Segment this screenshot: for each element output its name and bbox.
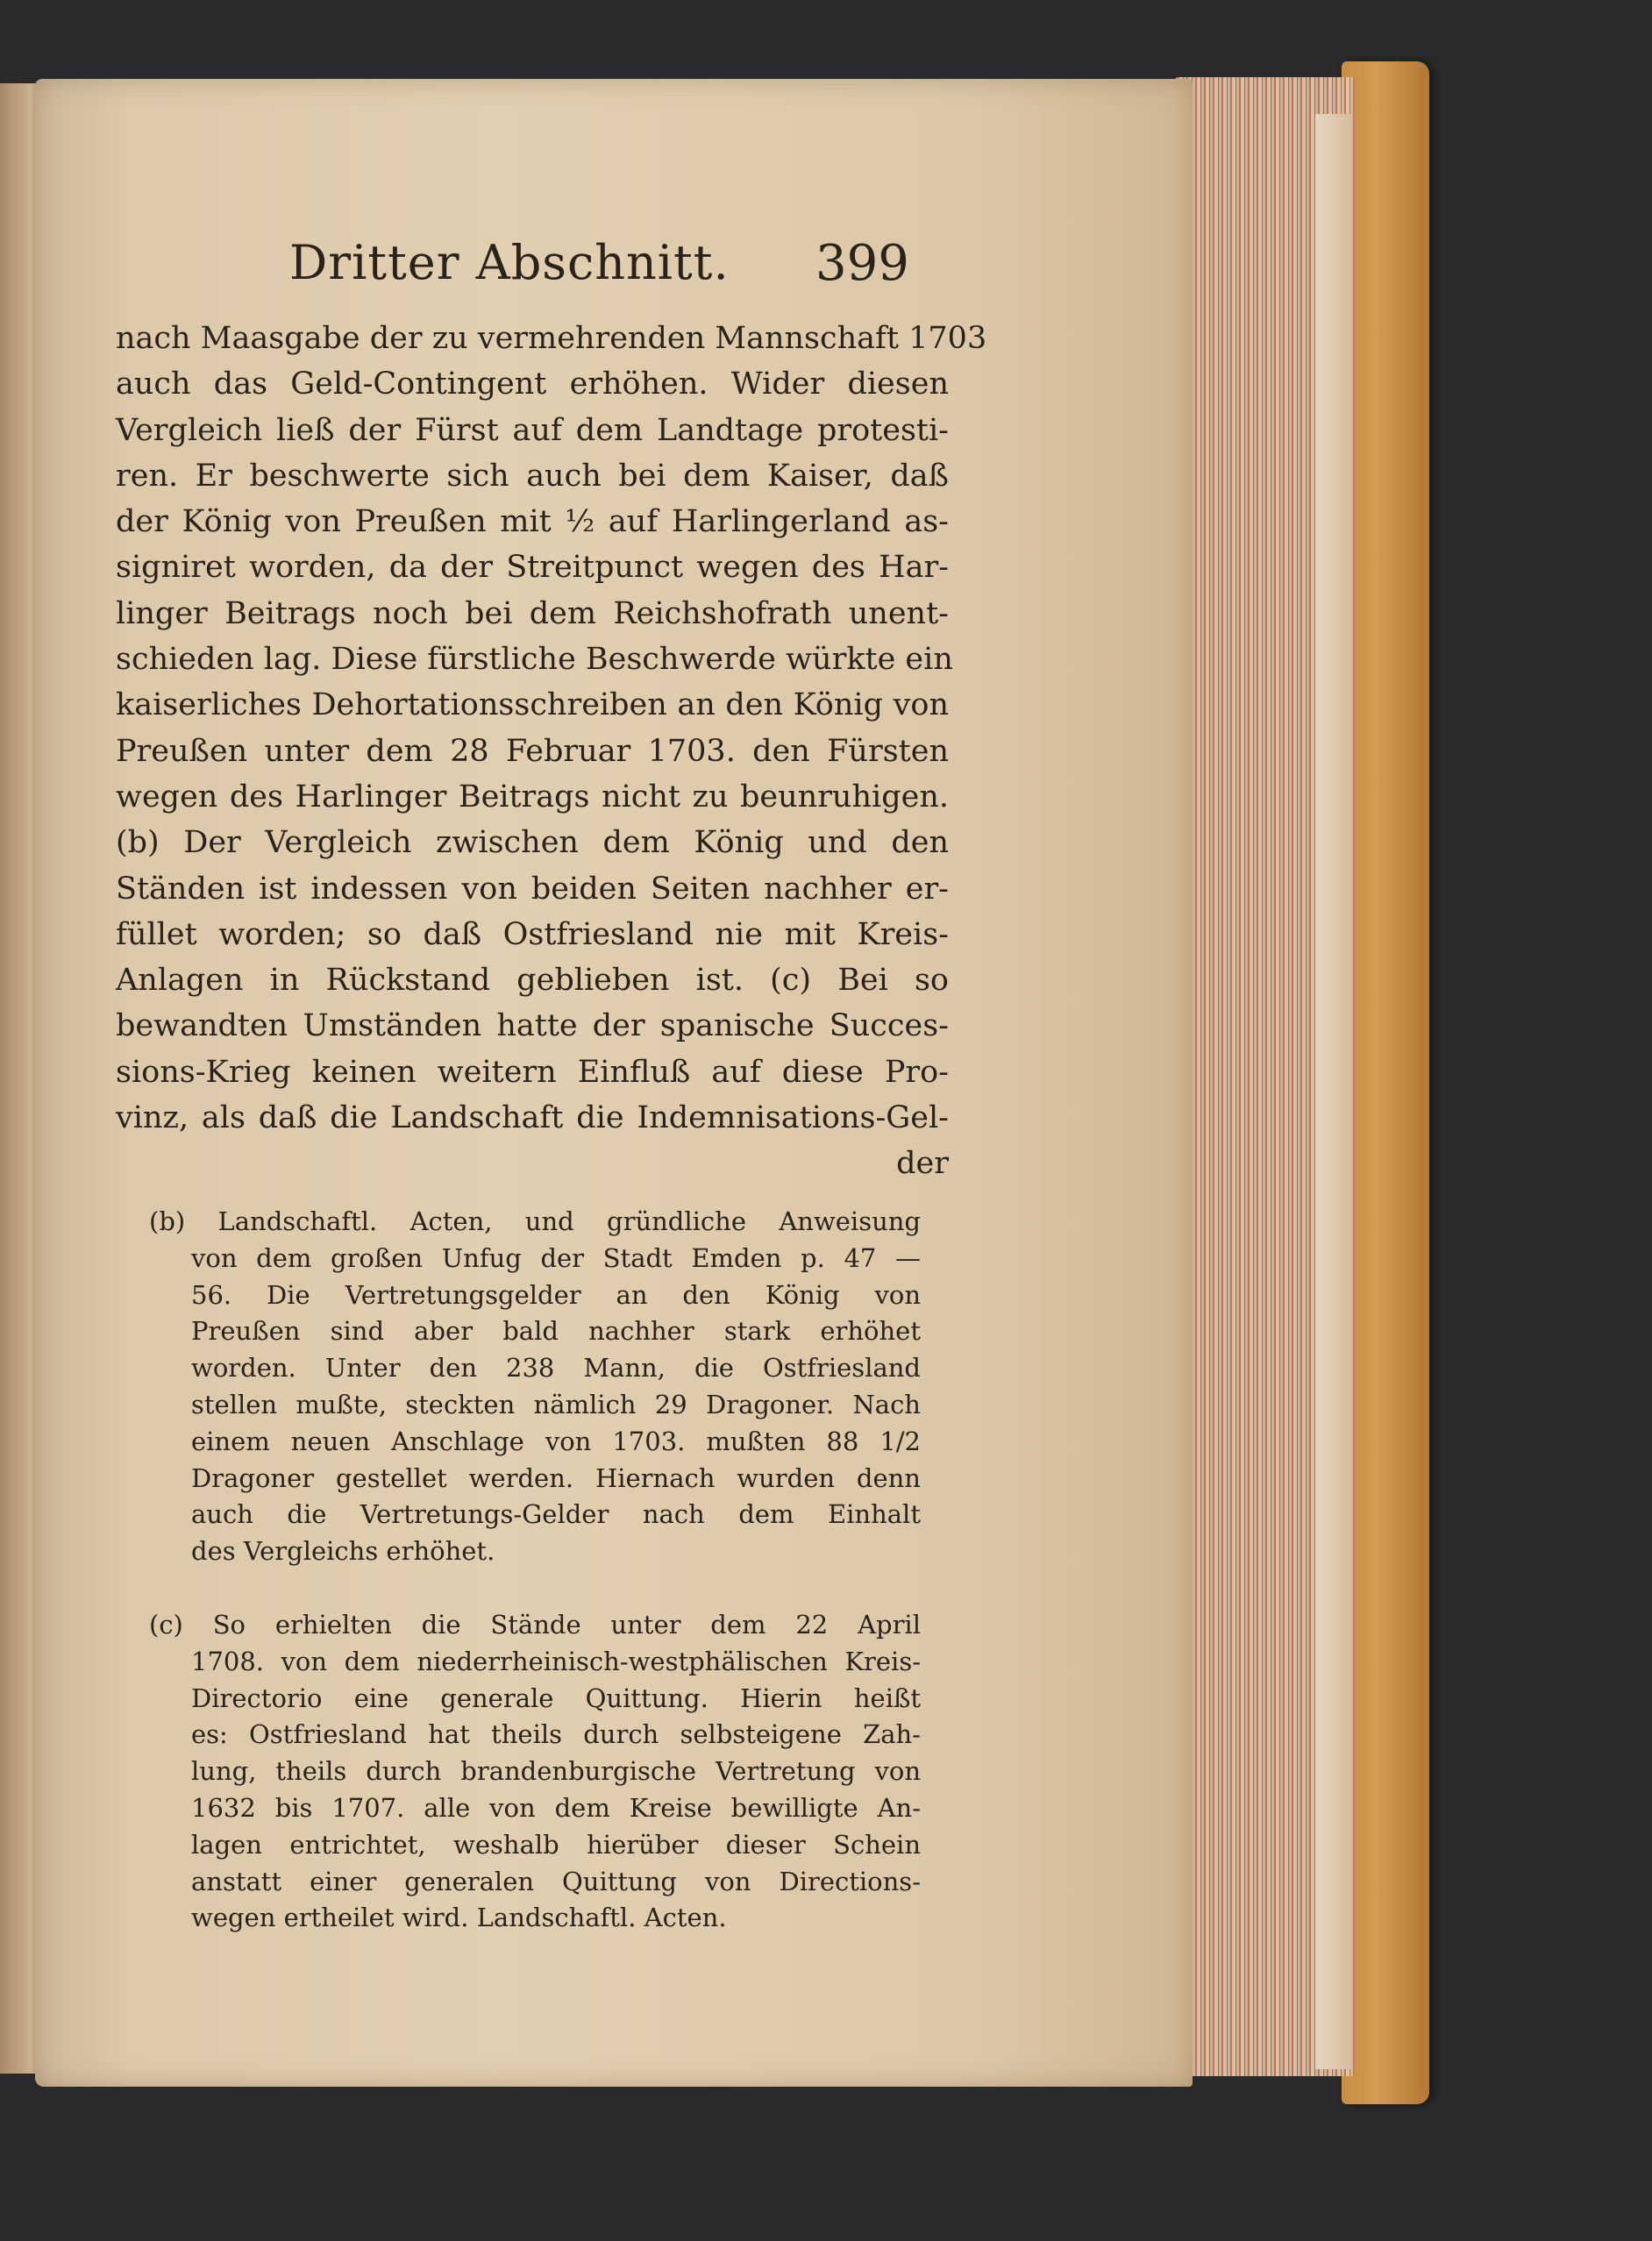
footnote-line: 56. Die Vertretungsgelder an den König von <box>191 1279 921 1310</box>
text-line: linger Beitrags noch bei dem Reichshofrath unent- <box>116 595 949 631</box>
footnote-line: es: Ostfriesland hat theils durch selbsteigene Zah- <box>191 1719 921 1750</box>
text-line: nach Maasgabe der zu vermehrenden Mannschaft 1703 <box>116 321 987 356</box>
text-line: bewandten Umständen hatte der spanische Succes- <box>116 1008 949 1044</box>
text-line: auch das Geld-Contingent erhöhen. Wider diesen <box>116 366 949 402</box>
text-line: der König von Preußen mit ½ auf Harlingerland as- <box>116 504 949 540</box>
page-block-highlight <box>1315 114 1350 2069</box>
footnote-line: auch die Vertretungs-Gelder nach dem Einhalt <box>191 1499 921 1530</box>
footnote-line: Dragoner gestellet werden. Hiernach wurden denn <box>191 1462 921 1493</box>
footnote-line: 1708. von dem niederrheinisch-westphälischen Kreis- <box>191 1646 921 1676</box>
footnote-line: worden. Unter den 238 Mann, die Ostfriesland <box>191 1353 921 1384</box>
text-line: Anlagen in Rückstand geblieben ist. (c) Bei so <box>116 963 949 999</box>
footnote-line: 1632 bis 1707. alle von dem Kreise bewilligte An- <box>191 1792 921 1823</box>
footnote-line: Preußen sind aber bald nachher stark erhöhet <box>191 1316 921 1347</box>
text-line: (b) Der Vergleich zwischen dem König und den <box>116 825 949 861</box>
footnote-line: lagen entrichtet, weshalb hierüber dieser Schein <box>191 1829 921 1860</box>
text-line: Preußen unter dem 28 Februar 1703. den Fürsten <box>116 733 949 769</box>
catchword: der <box>896 1146 949 1182</box>
footnote-line: (b) Landschaftl. Acten, und gründliche Anweisung <box>149 1206 921 1236</box>
footnote-line: anstatt einer generalen Quittung von Directions- <box>191 1866 921 1896</box>
footnote-b <box>149 1203 921 1569</box>
footnote-line: von dem großen Unfug der Stadt Emden p. 47 — <box>191 1242 921 1273</box>
text-line: Ständen ist indessen von beiden Seiten nachher er- <box>116 871 949 907</box>
text-line: kaiserliches Dehortationsschreiben an den König von <box>116 687 949 723</box>
text-line: signiret worden, da der Streitpunct wegen des Har- <box>116 550 949 586</box>
footnote-line: lung, theils durch brandenburgische Vertretung von <box>191 1756 921 1787</box>
footnote-line: einem neuen Anschlage von 1703. mußten 88 1/2 <box>191 1426 921 1456</box>
book-cover <box>1342 61 1429 2104</box>
running-head-title: Dritter Abschnitt. <box>289 235 730 290</box>
footnote-c <box>149 1606 921 1936</box>
text-line: wegen des Harlinger Beitrags nicht zu beunruhigen. <box>116 779 949 815</box>
text-line: sions-Krieg keinen weitern Einfluß auf diese Pro- <box>116 1054 949 1090</box>
footnote-line: des Vergleichs erhöhet. <box>191 1536 495 1567</box>
text-line: schieden lag. Diese fürstliche Beschwerde würkte ein <box>116 642 953 678</box>
footnote-line: stellen mußte, steckten nämlich 29 Dragoner. Nach <box>191 1389 921 1419</box>
text-line: Vergleich ließ der Fürst auf dem Landtage protesti- <box>116 412 949 448</box>
footnote-line: (c) So erhielten die Stände unter dem 22 April <box>149 1610 921 1640</box>
footnote-line: Directorio eine generale Quittung. Hierin heißt <box>191 1683 921 1713</box>
main-text <box>116 316 987 1187</box>
text-line: ren. Er beschwerte sich auch bei dem Kaiser, daß <box>116 458 949 494</box>
text-line: füllet worden; so daß Ostfriesland nie mit Kreis- <box>116 916 949 952</box>
footnote-line: wegen ertheilet wird. Landschaftl. Acten. <box>191 1903 727 1933</box>
page-number: 399 <box>815 235 909 292</box>
text-line: vinz, als daß die Landschaft die Indemnisations-Gel- <box>116 1100 949 1136</box>
